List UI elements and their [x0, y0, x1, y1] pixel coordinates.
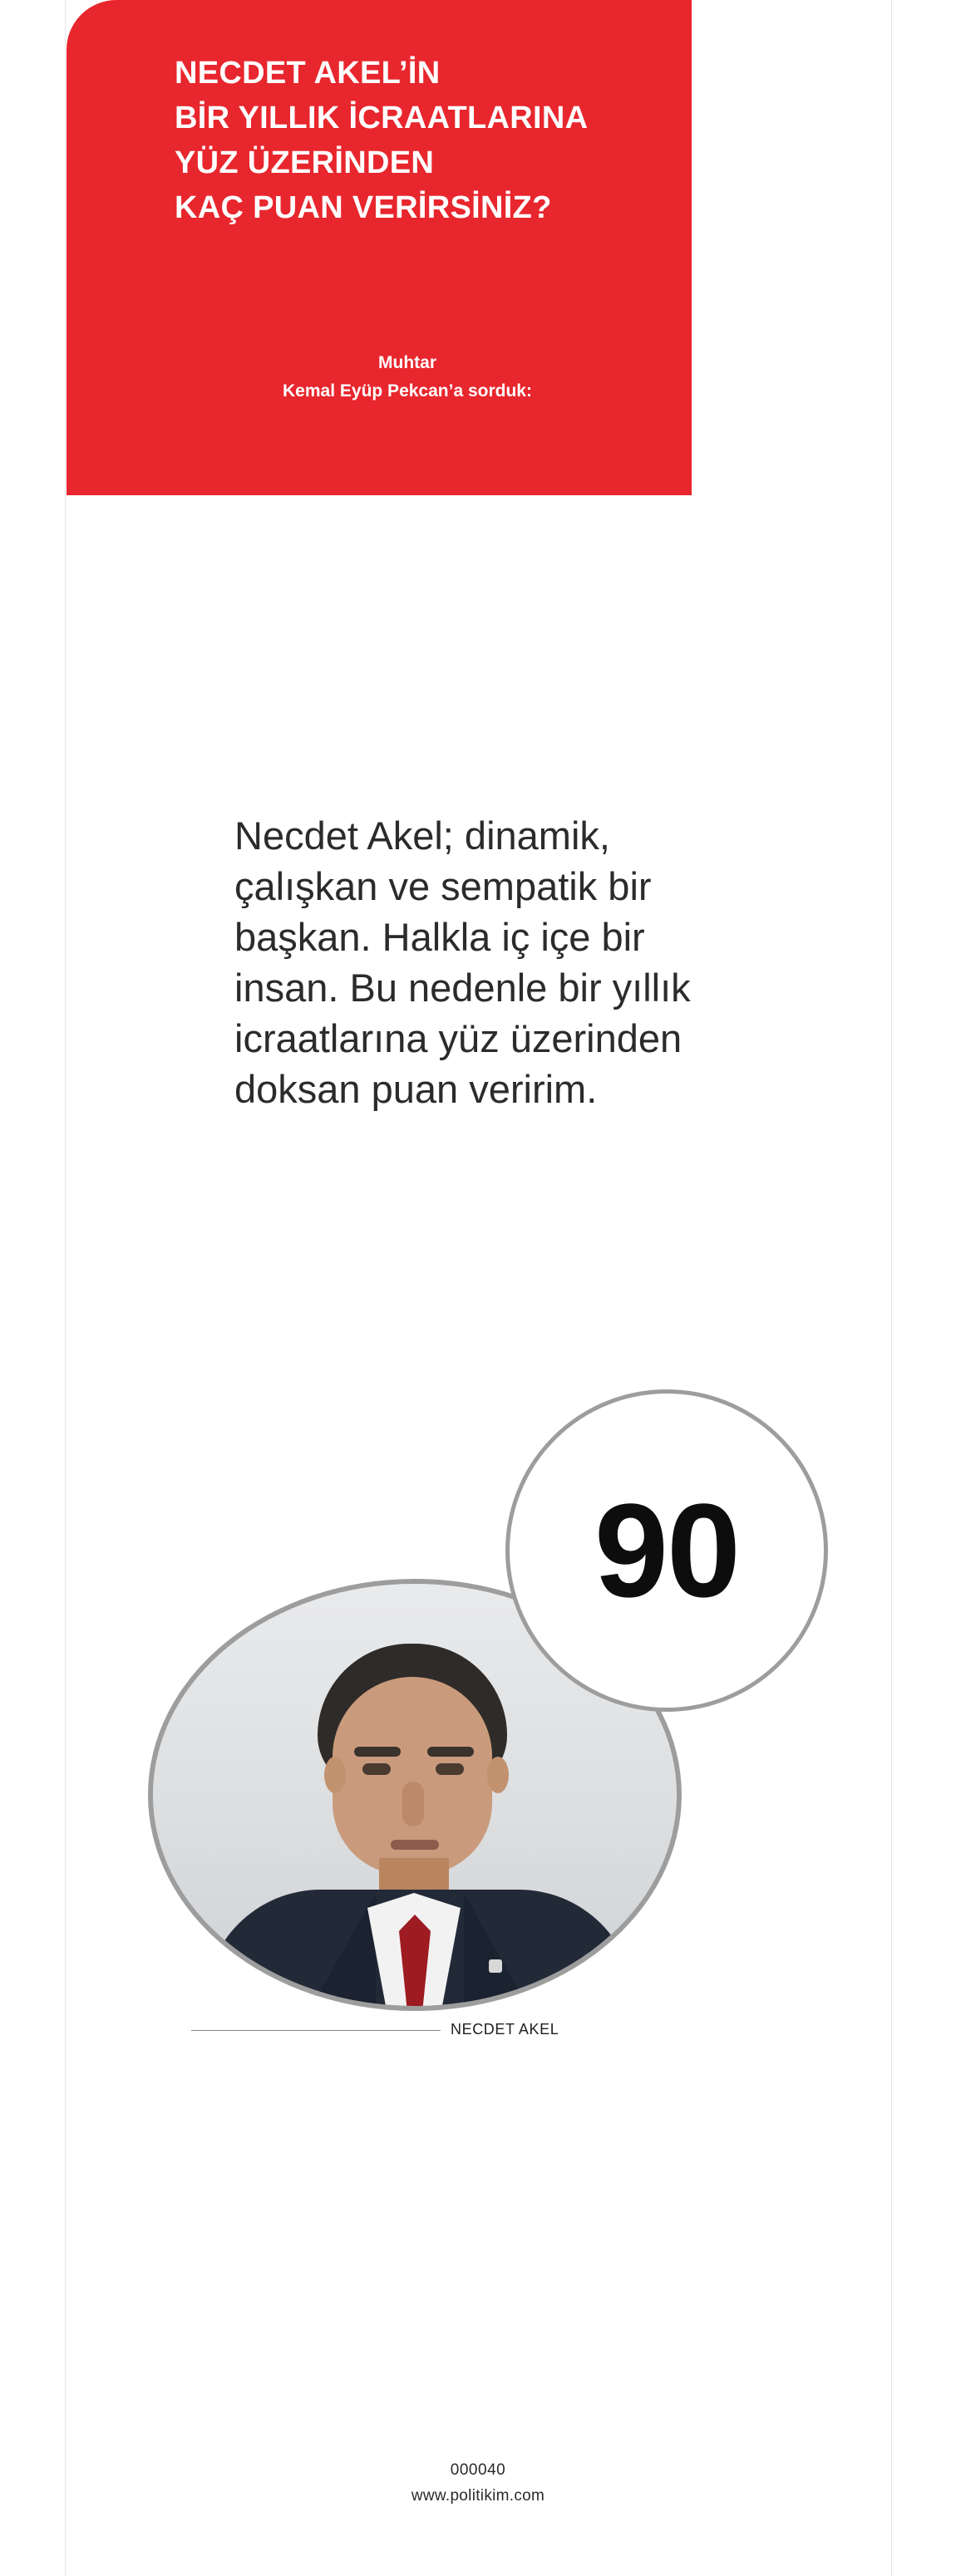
portrait-lapel-pin	[489, 1959, 502, 1973]
column-rule-left	[65, 0, 66, 2576]
portrait-eye-right	[436, 1763, 464, 1775]
subtitle-line-1: Muhtar	[378, 353, 436, 372]
subtitle-line-2: Kemal Eyüp Pekcan’a sorduk:	[283, 381, 532, 401]
footer	[0, 2461, 956, 2505]
footer-code: 000040	[450, 2461, 506, 2479]
portrait-nose	[402, 1782, 424, 1826]
score-value: 90	[594, 1476, 739, 1625]
title-line-4: KAÇ PUAN VERİRSİNİZ?	[175, 189, 552, 225]
portrait-brow-right	[427, 1747, 474, 1757]
quote-text: Necdet Akel; dinamik, çalışkan ve sempatik bir başkan. Halkla iç içe bir insan. Bu nedenle bir yıllık icraatlarına yüz üzerinden doksan puan veririm.	[234, 814, 691, 1112]
portrait-mouth	[391, 1840, 439, 1850]
column-rule-right	[891, 0, 892, 2576]
title-line-1: NECDET AKEL’İN	[175, 56, 441, 91]
portrait-caption	[191, 2021, 582, 2039]
page-title	[175, 52, 673, 231]
caption-name: NECDET AKEL	[451, 2021, 559, 2038]
footer-website: www.politikim.com	[411, 2487, 545, 2505]
header-banner	[67, 0, 692, 495]
caption-divider	[191, 2030, 441, 2031]
header-subtitle	[175, 349, 640, 405]
portrait-ear-right	[487, 1757, 509, 1793]
portrait-ear-left	[324, 1757, 346, 1793]
portrait-brow-left	[354, 1747, 401, 1757]
title-line-3: YÜZ ÜZERİNDEN	[175, 145, 435, 180]
title-line-2: BİR YILLIK İCRAATLARINA	[175, 100, 589, 135]
portrait-eye-left	[362, 1763, 391, 1775]
score-badge	[505, 1389, 828, 1712]
